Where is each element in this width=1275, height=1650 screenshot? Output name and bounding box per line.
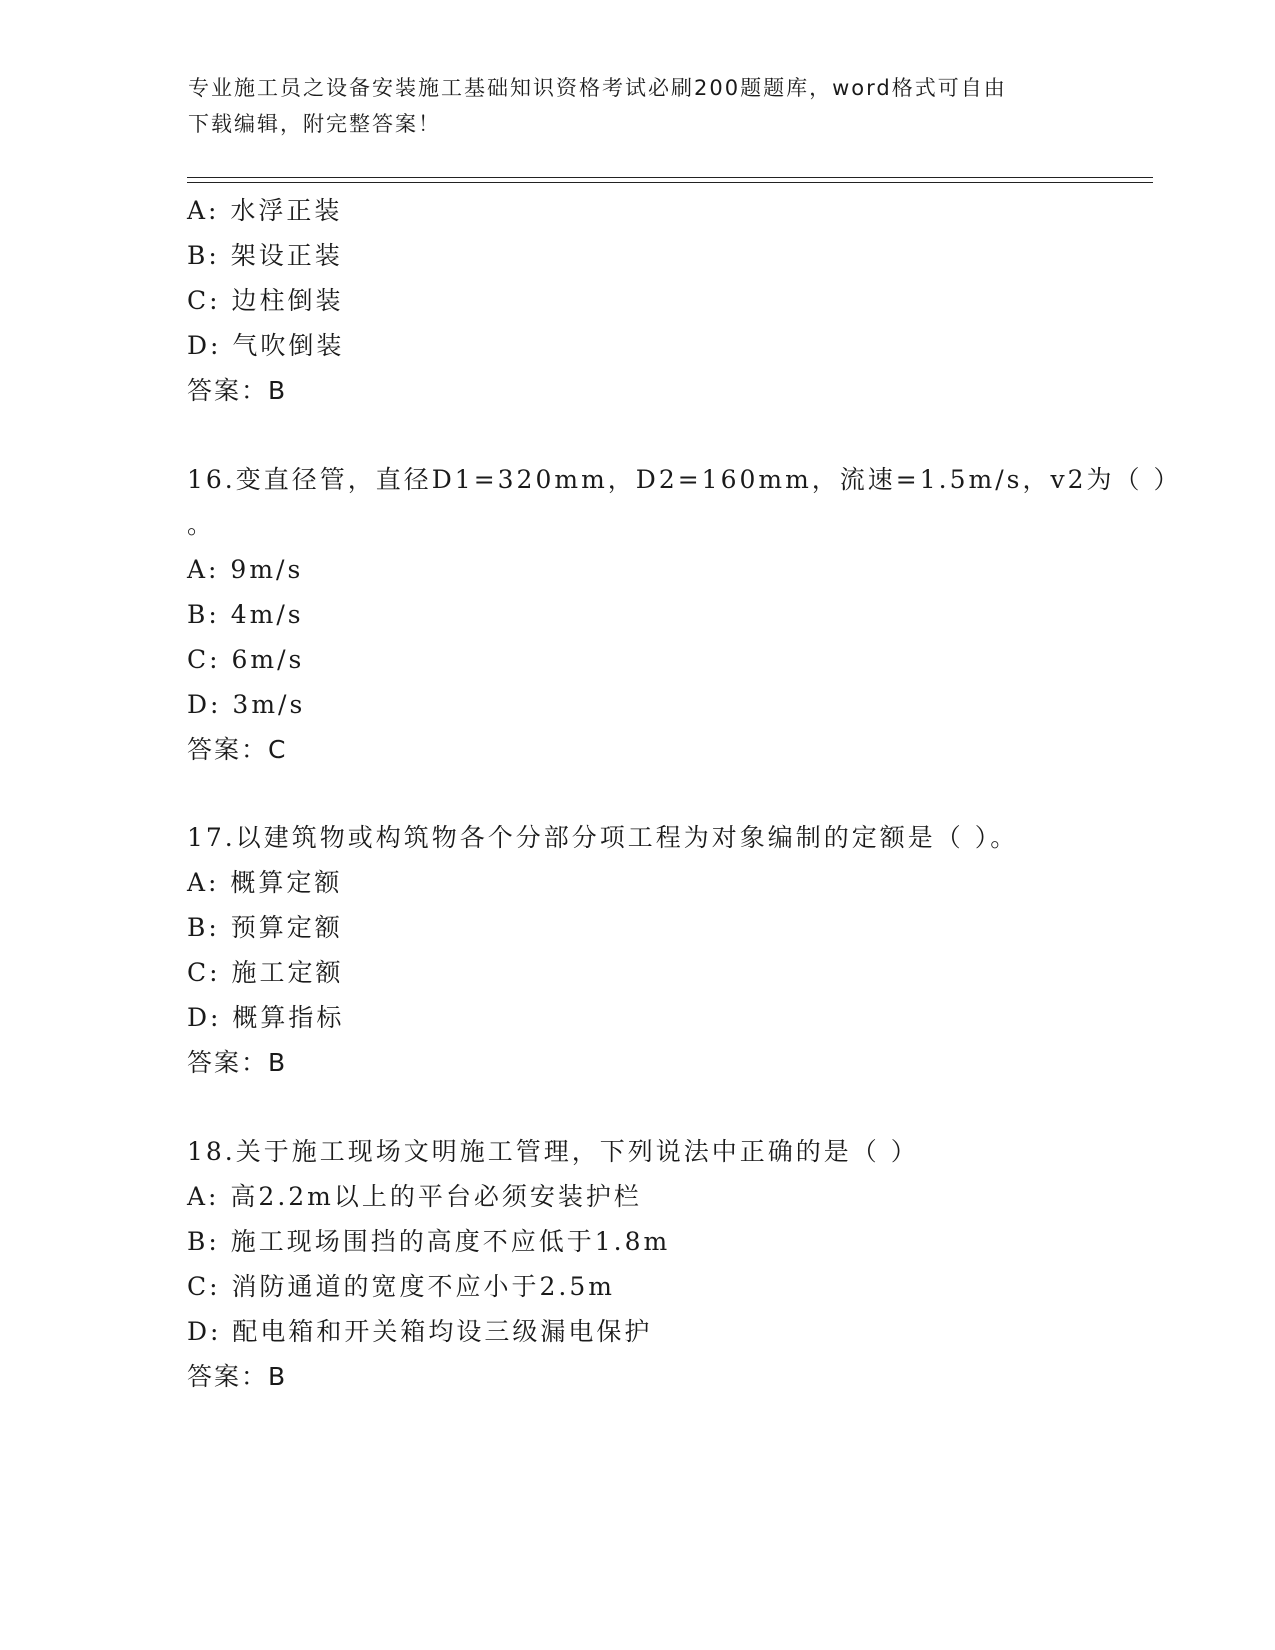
page-header: [188, 70, 1088, 142]
q17-option-d: D: 概算指标: [187, 1003, 345, 1032]
q17-option-a: A: 概算定额: [187, 868, 343, 897]
q17-answer: 答案：B: [187, 1048, 288, 1077]
q16-option-b: B: 4m/s: [187, 600, 304, 629]
header-line-1: 专业施工员之设备安装施工基础知识资格考试必刷200题题库，word格式可自由: [188, 76, 1007, 100]
q18-option-c: C: 消防通道的宽度不应小于2.5m: [187, 1272, 615, 1301]
q16-stem-line-2: 。: [187, 510, 216, 539]
q16-option-d: D: 3m/s: [187, 690, 306, 719]
q15-answer: 答案：B: [187, 376, 288, 405]
q17-stem: 17.以建筑物或构筑物各个分部分项工程为对象编制的定额是（ ）。: [187, 823, 1019, 852]
q18-answer: 答案：B: [187, 1362, 288, 1391]
q16-answer: 答案：C: [187, 735, 288, 764]
q16-stem-line-1: 16.变直径管，直径D1=320mm，D2=160mm，流速=1.5m/s，v2为（ ）: [187, 465, 1182, 494]
q18-option-b: B: 施工现场围挡的高度不应低于1.8m: [187, 1227, 671, 1256]
q15-option-c: C: 边柱倒装: [187, 286, 344, 315]
q16-option-c: C: 6m/s: [187, 645, 305, 674]
q15-option-a: A: 水浮正装: [187, 196, 343, 225]
q15-option-d: D: 气吹倒装: [187, 331, 345, 360]
q17-option-c: C: 施工定额: [187, 958, 344, 987]
header-line-2: 下载编辑，附完整答案！: [188, 112, 441, 136]
q18-option-d: D: 配电箱和开关箱均设三级漏电保护: [187, 1317, 653, 1346]
q15-option-b: B: 架设正装: [187, 241, 343, 270]
q18-option-a: A: 高2.2m以上的平台必须安装护栏: [187, 1182, 642, 1211]
header-divider-bottom: [187, 182, 1153, 183]
q17-option-b: B: 预算定额: [187, 913, 343, 942]
q16-option-a: A: 9m/s: [187, 555, 304, 584]
q18-stem: 18.关于施工现场文明施工管理，下列说法中正确的是（ ）: [187, 1137, 919, 1166]
header-divider-top: [187, 177, 1153, 178]
